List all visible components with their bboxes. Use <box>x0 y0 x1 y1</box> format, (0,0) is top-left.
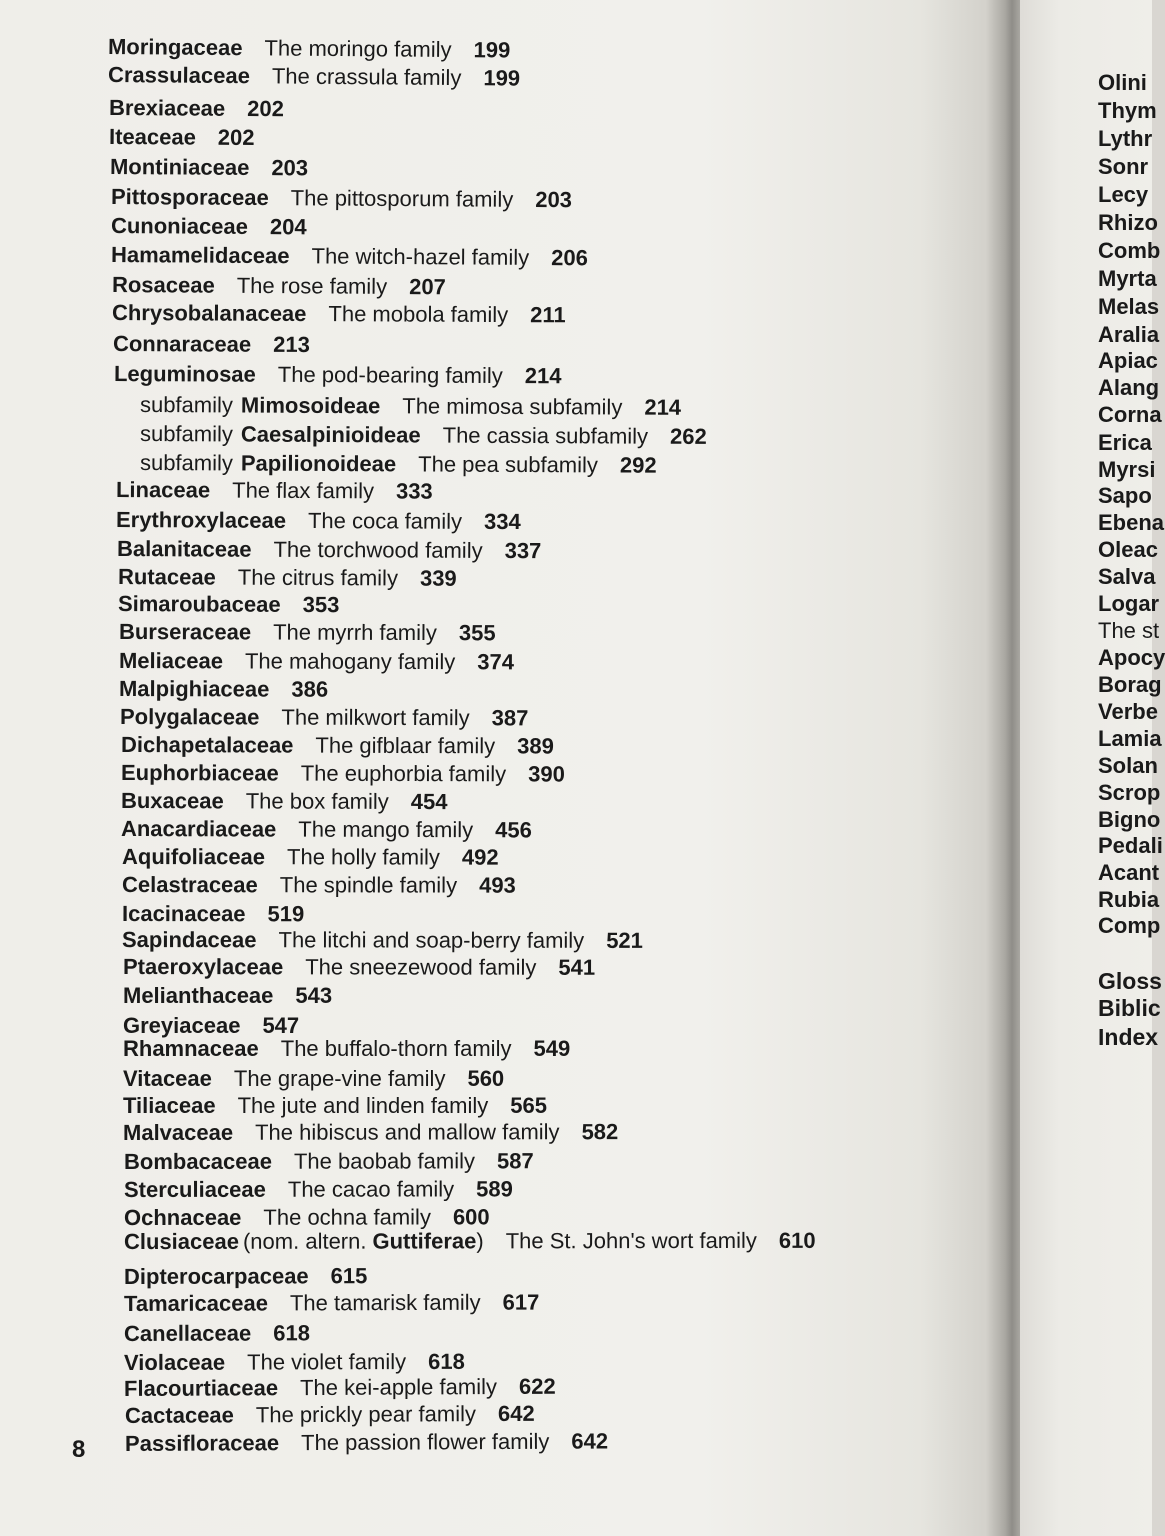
family-name: Chrysobalanaceae <box>111 300 307 327</box>
entry-prefix: subfamily <box>139 392 233 418</box>
page-ref: 493 <box>479 872 516 898</box>
family-entry <box>123 954 595 981</box>
family-common-name: The gifblaar family <box>315 732 496 759</box>
right-list-item: Alang <box>1098 375 1160 400</box>
right-list-item: Rubia <box>1098 887 1160 912</box>
right-list-item: Logar <box>1098 591 1160 616</box>
family-entry <box>121 816 532 843</box>
family-entry <box>123 1036 570 1062</box>
family-common-name: The mobola family <box>328 301 509 328</box>
alternate-name-note: (nom. altern. <box>242 1228 367 1254</box>
family-entry <box>119 619 496 646</box>
page-ref: 610 <box>778 1227 816 1253</box>
right-list-item: Comp <box>1098 913 1161 938</box>
family-entry <box>124 1204 490 1231</box>
right-list-item: Index <box>1098 1024 1159 1050</box>
family-name: Melianthaceae <box>123 983 274 1008</box>
family-entry <box>111 184 572 213</box>
page-ref: 622 <box>518 1373 556 1399</box>
family-name: Canellaceae <box>123 1320 252 1346</box>
family-common-name: The violet family <box>247 1349 407 1375</box>
family-entry <box>121 732 554 760</box>
family-entry <box>108 62 520 92</box>
family-entry <box>114 361 562 389</box>
family-common-name: The baobab family <box>293 1148 476 1174</box>
page-ref: 199 <box>473 37 511 63</box>
right-list-item: Sapo <box>1098 483 1152 508</box>
page-ref: 262 <box>670 423 707 449</box>
right-list-item: Thym <box>1098 98 1157 123</box>
right-list-item: Lythr <box>1098 126 1153 151</box>
page-ref: 541 <box>558 954 596 980</box>
subfamily-entry <box>140 421 707 450</box>
family-common-name: The torchwood family <box>273 536 483 563</box>
family-name: Cactaceae <box>124 1402 234 1428</box>
right-list-item: Biblic <box>1098 995 1161 1021</box>
family-entry <box>124 1148 534 1175</box>
page-ref: 387 <box>491 705 529 731</box>
page-ref: 587 <box>496 1148 534 1174</box>
right-list-item: Lamia <box>1098 726 1162 751</box>
family-name: Papilionoideae <box>240 450 397 477</box>
family-entry <box>122 927 643 954</box>
family-common-name: The mango family <box>298 816 474 843</box>
right-list-item: Aralia <box>1098 322 1160 347</box>
family-common-name: The jute and linden family <box>237 1093 489 1118</box>
family-common-name: The rose family <box>236 272 388 299</box>
page-ref: 214 <box>644 394 682 420</box>
page-ref: 521 <box>606 927 643 953</box>
page-ref: 203 <box>271 155 309 181</box>
family-entry <box>109 95 284 122</box>
family-entry <box>119 648 514 675</box>
family-name: Linaceae <box>115 477 211 503</box>
family-common-name: The witch-hazel family <box>311 243 530 270</box>
family-common-name: The hibiscus and mallow family <box>255 1119 560 1145</box>
family-name: Celastraceae <box>121 872 258 898</box>
family-name: Simaroubaceae <box>117 591 281 617</box>
right-list-item: Rhizo <box>1098 210 1158 235</box>
family-common-name: The milkwort family <box>281 704 470 731</box>
family-common-name: The buffalo-thorn family <box>280 1036 512 1061</box>
family-name: Leguminosae <box>113 361 256 387</box>
right-list-item: Scrop <box>1098 780 1161 805</box>
page-ref: 456 <box>495 817 532 843</box>
family-name: Sterculiaceae <box>123 1176 266 1202</box>
family-name: Dipterocarpaceae <box>123 1263 309 1289</box>
family-name: Connaraceae <box>112 331 252 357</box>
page-ref: 214 <box>524 363 562 389</box>
page-ref: 565 <box>510 1093 547 1118</box>
right-list-item: Borag <box>1098 672 1162 697</box>
family-name: Erythroxylaceae <box>115 507 287 533</box>
family-name: Balanitaceae <box>116 536 252 562</box>
family-common-name: The coca family <box>307 508 463 534</box>
right-list-item: Myrsi <box>1098 457 1156 482</box>
right-list-item: Erica <box>1098 430 1152 455</box>
family-name: Greyiaceae <box>123 1013 241 1038</box>
family-name: Aquifoliaceae <box>121 844 266 870</box>
family-entry <box>110 154 308 181</box>
page-ref: 355 <box>458 620 496 646</box>
family-common-name: The holly family <box>287 844 440 870</box>
family-common-name: The mimosa subfamily <box>402 393 623 420</box>
right-list-item: Oleac <box>1098 537 1158 562</box>
family-name: Euphorbiaceae <box>120 760 279 786</box>
family-name: Polygalaceae <box>119 704 260 730</box>
family-name: Iteaceae <box>108 124 196 150</box>
page-ref: 199 <box>483 65 521 91</box>
family-entry <box>112 300 566 328</box>
family-name: Rutaceae <box>117 564 216 590</box>
family-name: Icacinaceae <box>121 901 246 927</box>
right-list-item: Olini <box>1098 70 1147 95</box>
family-name: Anacardiaceae <box>120 816 277 842</box>
family-common-name: The box family <box>245 788 389 814</box>
family-name: Malpighiaceae <box>118 676 270 702</box>
family-common-name: The cacao family <box>287 1176 455 1202</box>
family-entry <box>118 564 457 592</box>
family-entry <box>111 242 588 271</box>
family-entry <box>124 1320 310 1347</box>
right-list-item: Pedali <box>1098 833 1163 858</box>
family-common-name: The ochna family <box>263 1204 431 1230</box>
family-name: Burseraceae <box>118 619 252 645</box>
family-entry <box>118 591 339 618</box>
family-name: Brexiaceae <box>108 95 226 121</box>
family-name: Bombacaceae <box>123 1148 273 1174</box>
family-name: Dichapetalaceae <box>120 732 294 758</box>
family-entry <box>125 1401 535 1429</box>
family-name: Buxaceae <box>120 788 224 814</box>
subfamily-entry <box>140 450 657 479</box>
family-common-name: The grape-vine family <box>233 1066 446 1091</box>
family-entry <box>123 983 332 1009</box>
family-entry <box>113 331 310 358</box>
family-entry <box>122 872 516 899</box>
page-ref: 618 <box>428 1348 465 1374</box>
page-ref: 389 <box>517 733 554 759</box>
family-entry <box>124 1176 513 1203</box>
family-entry <box>122 844 499 871</box>
family-entry <box>121 760 565 788</box>
family-entry <box>108 34 511 64</box>
family-entry <box>111 213 307 240</box>
family-entry <box>123 1119 618 1146</box>
page-ref: 206 <box>551 245 589 271</box>
family-name: Meliaceae <box>118 648 224 674</box>
family-entry <box>109 124 255 151</box>
family-entry <box>120 704 528 731</box>
family-common-name: The pittosporum family <box>290 185 514 212</box>
page-ref: 454 <box>410 789 448 815</box>
page-ref: 618 <box>273 1320 310 1346</box>
family-entry <box>123 1066 504 1092</box>
family-name: Rhamnaceae <box>123 1036 259 1061</box>
right-list-item: The st <box>1098 618 1160 643</box>
right-list-item: Gloss <box>1098 968 1162 994</box>
right-list-item: Salva <box>1098 564 1156 589</box>
family-common-name: The moringo family <box>264 35 452 62</box>
family-name: Ochnaceae <box>123 1204 242 1230</box>
family-name: Malvaceae <box>122 1119 234 1145</box>
family-entry <box>116 477 433 505</box>
family-common-name: The cassia subfamily <box>442 422 649 449</box>
right-list-item: Solan <box>1098 753 1158 778</box>
family-entry <box>124 1374 556 1402</box>
family-entry <box>121 788 448 815</box>
family-common-name: The mahogany family <box>244 648 456 675</box>
page-ref: 211 <box>530 302 566 328</box>
alternate-name: Guttiferae <box>372 1228 477 1254</box>
family-entry <box>124 1263 367 1290</box>
page-ref: 386 <box>291 676 329 702</box>
family-name: Tamaricaceae <box>123 1290 268 1316</box>
right-list-item: Myrta <box>1098 266 1157 291</box>
page-ref: 560 <box>467 1066 505 1091</box>
page-ref: 333 <box>395 478 433 504</box>
right-list-item: Apiac <box>1098 348 1158 373</box>
family-name: Cunoniaceae <box>110 213 249 239</box>
family-name: Clusiaceae <box>123 1228 239 1254</box>
family-common-name: The myrrh family <box>273 619 437 646</box>
entry-prefix: subfamily <box>139 450 233 476</box>
family-name: Rosaceae <box>111 272 215 298</box>
family-common-name: The crassula family <box>271 63 462 91</box>
right-list-item: Corna <box>1098 402 1162 427</box>
page-ref: 353 <box>302 591 340 618</box>
page-ref: 549 <box>533 1036 571 1061</box>
family-name: Mimosoideae <box>240 392 381 419</box>
family-name: Moringaceae <box>107 34 243 61</box>
family-common-name: The pea subfamily <box>418 451 599 478</box>
page-ref: 202 <box>247 95 285 122</box>
right-list-item: Ebena <box>1098 510 1165 535</box>
page-ref: 519 <box>267 901 305 927</box>
family-name: Pittosporaceae <box>110 184 269 211</box>
family-entry <box>124 1349 465 1376</box>
family-entry <box>124 1290 539 1317</box>
page-ref: 642 <box>497 1400 535 1427</box>
page-ref: 642 <box>571 1428 609 1454</box>
family-entry <box>117 536 541 564</box>
family-entry <box>112 272 446 300</box>
page-ref: 374 <box>477 649 515 675</box>
family-entry <box>119 676 328 703</box>
page-ref: 589 <box>476 1176 513 1202</box>
family-name: Flacourtiaceae <box>123 1375 279 1401</box>
family-entry <box>122 901 304 927</box>
page-number: 8 <box>72 1436 86 1463</box>
page-ref: 543 <box>295 983 333 1008</box>
page-ref: 582 <box>581 1119 619 1145</box>
alternate-name-close: ) <box>476 1228 484 1254</box>
family-common-name: The St. John's wort family <box>505 1227 757 1254</box>
family-common-name: The kei-apple family <box>300 1374 498 1401</box>
page-ref: 213 <box>273 331 310 358</box>
entry-prefix: subfamily <box>139 421 233 447</box>
right-page <box>1020 0 1165 1536</box>
family-common-name: The citrus family <box>237 564 399 591</box>
family-name: Sapindaceae <box>121 927 257 953</box>
right-list-item: Sonr <box>1098 154 1149 179</box>
right-list-item: Acant <box>1098 860 1160 885</box>
family-name: Passifloraceae <box>124 1430 280 1456</box>
right-list-item: Lecy <box>1098 182 1149 207</box>
family-common-name: The passion flower family <box>301 1428 550 1456</box>
family-name: Montiniaceae <box>109 154 250 180</box>
page-ref: 617 <box>502 1289 540 1315</box>
family-entry <box>123 1093 547 1119</box>
family-name: Caesalpinioideae <box>240 421 421 448</box>
right-list-item: Verbe <box>1098 699 1158 724</box>
right-list-item: Bigno <box>1098 807 1161 832</box>
subfamily-entry <box>140 392 681 421</box>
right-list-item: Apocy <box>1098 645 1165 670</box>
family-name: Vitaceae <box>123 1066 212 1091</box>
right-list-item: Melas <box>1098 294 1160 319</box>
family-common-name: The spindle family <box>279 872 458 898</box>
family-name: Ptaeroxylaceae <box>122 954 284 980</box>
page-ref: 337 <box>504 538 542 564</box>
family-common-name: The pod-bearing family <box>277 361 503 389</box>
family-name: Hamamelidaceae <box>110 242 290 269</box>
family-entry <box>116 507 521 535</box>
family-common-name: The flax family <box>232 477 375 504</box>
family-entry <box>124 1228 816 1255</box>
page-ref: 615 <box>330 1263 368 1289</box>
page-ref: 600 <box>452 1204 490 1230</box>
family-name: Violaceae <box>123 1349 226 1375</box>
family-common-name: The tamarisk family <box>289 1289 481 1316</box>
family-common-name: The euphorbia family <box>300 760 507 787</box>
family-common-name: The litchi and soap-berry family <box>278 927 585 953</box>
page-ref: 292 <box>619 452 657 478</box>
family-common-name: The sneezewood family <box>305 954 537 980</box>
family-common-name: The prickly pear family <box>255 1401 477 1428</box>
page-ref: 390 <box>528 761 565 787</box>
page-ref: 207 <box>409 274 446 300</box>
page-ref: 204 <box>269 214 307 240</box>
page-ref: 334 <box>483 508 521 535</box>
family-entry <box>125 1428 608 1457</box>
family-name: Tiliaceae <box>123 1093 216 1118</box>
page-ref: 202 <box>217 124 255 151</box>
page-ref: 547 <box>262 1013 300 1038</box>
page-ref: 492 <box>461 844 499 870</box>
family-name: Crassulaceae <box>107 62 250 89</box>
right-list-item: Comb <box>1098 238 1161 263</box>
page-ref: 339 <box>419 565 457 591</box>
page-ref: 203 <box>535 186 573 213</box>
